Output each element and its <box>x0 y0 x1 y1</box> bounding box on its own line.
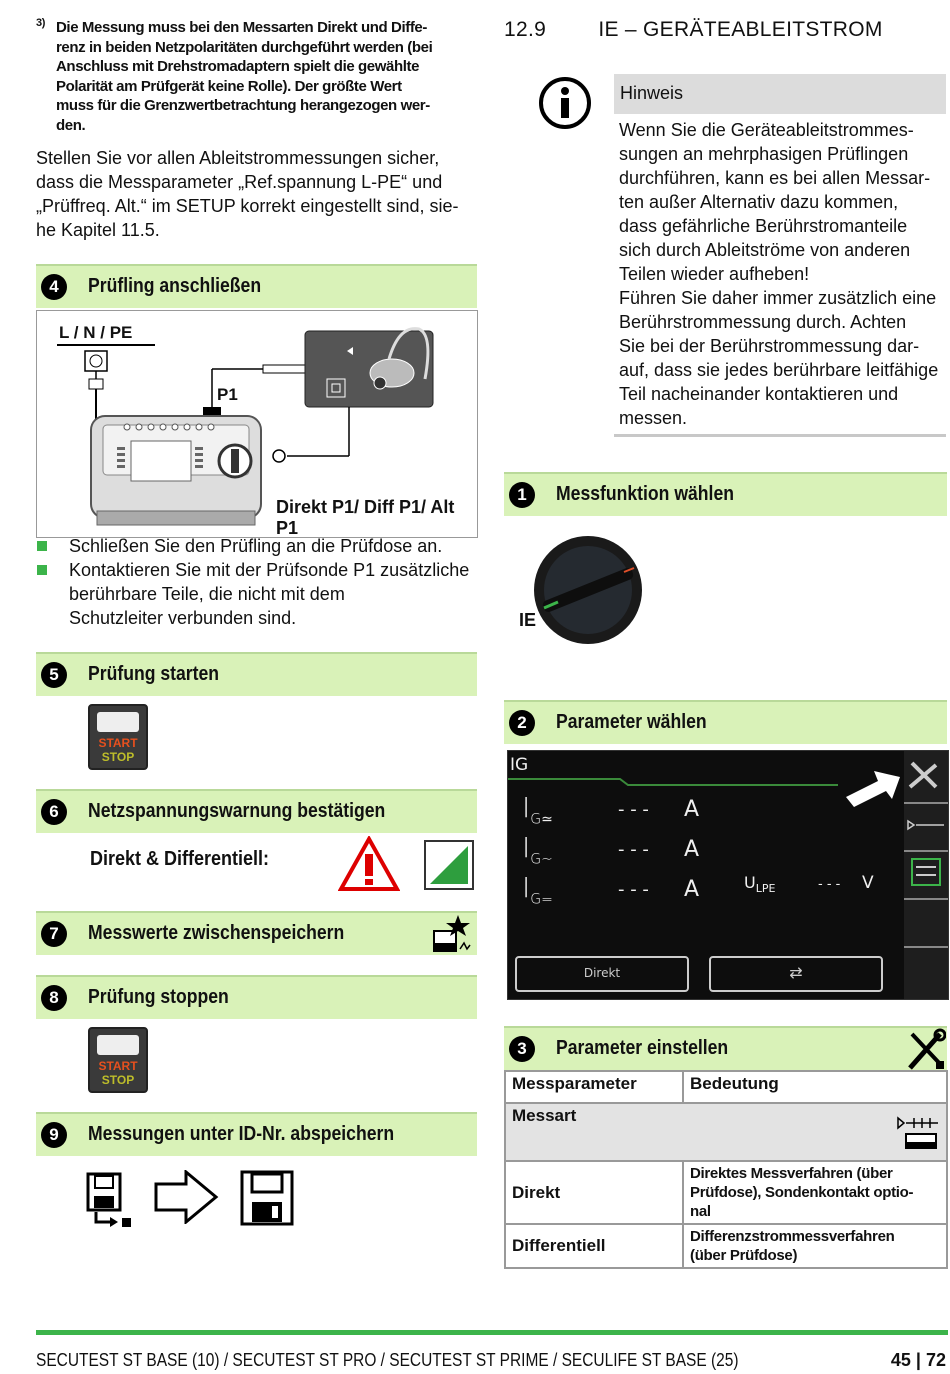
probe-label: P1 <box>217 385 238 404</box>
step-label: Parameter wählen <box>556 711 707 733</box>
connection-diagram <box>36 310 478 538</box>
footnote-line: den. <box>56 116 86 134</box>
section-title: IE – GERÄTEABLEITSTROM <box>598 18 883 41</box>
ig-ac-dc-label: $I_{G≃}$ <box>522 791 553 828</box>
ig-dc-label: $I_{G=}$ <box>522 871 553 908</box>
intro-line: he Kapitel 11.5. <box>36 220 160 240</box>
step-number: 7 <box>41 921 67 947</box>
footer-product-list: SECUTEST ST BASE (10) / SECUTEST ST PRO / SECUTEST ST PRIME / SECULIFE ST BASE (25) <box>36 1350 739 1370</box>
header-messparameter: Messparameter <box>505 1071 683 1103</box>
store-value-icon <box>430 913 476 960</box>
section-number: 12.9 <box>504 18 547 41</box>
warning-text: Direkt & Differentiell: <box>90 848 270 870</box>
rotary-knob-icon <box>530 534 646 651</box>
row-meaning-differentiell: Differenzstrommessverfahren (über Prüfdose) <box>683 1224 947 1268</box>
knob-position-label: IE <box>519 610 537 630</box>
hinweis-title: Hinweis <box>614 74 946 114</box>
step-number: 9 <box>41 1122 67 1148</box>
step-number: 6 <box>41 799 67 825</box>
save-id-icon <box>86 1172 136 1235</box>
footnote-line: Polarität am Prüfgerät keine Rolle). Der größte Wert <box>56 77 402 95</box>
footnote-line: renz in beiden Netzpolaritäten durchgeführt werden (bei <box>56 38 433 56</box>
softkey-direkt: Direkt <box>583 966 621 980</box>
footnote-line: muss für die Grenzwertbetrachtung herangezogen wer- <box>56 97 430 114</box>
device-screen <box>507 750 949 1000</box>
step-9-bar <box>36 1112 477 1156</box>
bullet-square-icon <box>37 541 47 551</box>
step-4-bar <box>36 264 477 308</box>
page-number: 45 | 72 <box>890 1350 946 1370</box>
messart-icon <box>896 1114 940 1152</box>
footer-line <box>36 1330 948 1335</box>
ig-ac-value: - - - <box>618 839 649 860</box>
ig-dc-value: - - - <box>618 879 649 900</box>
ig-ac-label: $I_{G\sim}$ <box>522 831 553 868</box>
row-meaning-direkt: Direktes Messverfahren (über Prüfdose), Sondenkontakt optio- nal <box>683 1161 947 1224</box>
step-label: Prüfung starten <box>88 663 220 685</box>
row-param-direkt: Direkt <box>505 1161 683 1224</box>
row-param-differentiell: Differentiell <box>505 1224 683 1268</box>
step-6-bar <box>36 789 477 833</box>
step-label: Parameter einstellen <box>556 1037 729 1059</box>
step-label: Messwerte zwischenspeichern <box>88 922 345 944</box>
diagram-caption: Direkt P1/ Diff P1/ Alt P1 <box>276 497 455 538</box>
start-stop-button-icon: START STOP <box>88 704 148 770</box>
ig-ac-unit: A <box>684 837 700 862</box>
screen-title: IG <box>510 755 529 775</box>
bullet-item: Schließen Sie den Prüfling an die Prüfdose an. <box>69 534 442 558</box>
arrow-right-icon <box>154 1170 220 1229</box>
step-5-bar <box>36 652 477 696</box>
step-2-bar <box>504 700 947 744</box>
bullet-item: Kontaktieren Sie mit der Prüfsonde P1 zusätzliche berührbare Teile, die nicht mit dem Schutzleiter verbunden sind. <box>69 558 469 630</box>
ulpe-unit: V <box>862 873 874 893</box>
hinweis-body: Wenn Sie die Geräteableitstrommes- sungen an mehrphasigen Prüflingen durchführen, kann es bei allen Messar- ten außer Alternativ dazu kommen, dass gefährliche Berührstromanteile sich durch Ableitströme von anderen Teilen wieder aufheben! Führen Sie daher immer zusätzlich eine Berührstrommessung durch. Achten Sie bei der Berührstrommessung dar- auf, dass sie jedes berührbare leitfähige Teil nacheinander kontaktieren und messen. <box>619 120 939 428</box>
step-3-bar <box>504 1026 947 1070</box>
step-number: 3 <box>509 1036 535 1062</box>
info-icon <box>538 76 592 135</box>
footnote-marker: 3) <box>36 17 45 29</box>
step-number: 1 <box>509 482 535 508</box>
intro-paragraph <box>36 146 476 242</box>
ig-dc-unit: A <box>684 877 700 902</box>
step-1-bar <box>504 472 947 516</box>
step-label: Prüfung stoppen <box>88 986 229 1008</box>
step-number: 8 <box>41 985 67 1011</box>
ulpe-value: - - - <box>818 877 841 892</box>
step-label: Messungen unter ID-Nr. abspeichern <box>88 1123 395 1145</box>
section-heading <box>504 18 883 42</box>
ig-ac-dc-unit: A <box>684 797 700 822</box>
parameter-table <box>504 1070 948 1269</box>
footnote-line: Die Messung muss bei den Messarten Direkt und Diffe- <box>56 19 427 36</box>
ig-ac-dc-value: - - - <box>618 799 649 820</box>
step-label: Messfunktion wählen <box>556 483 734 505</box>
softkey-swap: ⇄ <box>789 963 803 982</box>
step-number: 4 <box>41 274 67 300</box>
footnote <box>36 18 466 135</box>
save-disk-icon <box>240 1170 294 1231</box>
intro-line: Stellen Sie vor allen Ableitstrommessungen sicher, <box>36 148 440 168</box>
warning-triangle-icon <box>338 836 400 897</box>
hinweis-divider <box>614 434 946 437</box>
bullet-square-icon <box>37 565 47 575</box>
step-number: 2 <box>509 710 535 736</box>
step-8-bar <box>36 975 477 1019</box>
intro-line: „Prüffreq. Alt.“ im SETUP korrekt eingestellt sind, sie- <box>36 196 459 216</box>
confirm-key-icon <box>424 840 474 895</box>
step-7-bar <box>36 911 477 955</box>
start-stop-button-icon: START STOP <box>88 1027 148 1093</box>
intro-line: dass die Messparameter „Ref.spannung L-PE“ und <box>36 172 443 192</box>
supply-label: L / N / PE <box>59 323 133 342</box>
step-label: Netzspannungswarnung bestätigen <box>88 800 386 822</box>
header-bedeutung: Bedeutung <box>683 1071 947 1103</box>
step-label: Prüfling anschließen <box>88 275 262 297</box>
footnote-line: Anschluss mit Drehstromadaptern spielt die gewählte <box>56 58 420 75</box>
group-messart: Messart <box>505 1103 947 1161</box>
step-number: 5 <box>41 662 67 688</box>
ulpe-label: $U_{LPE}$ <box>744 873 776 896</box>
